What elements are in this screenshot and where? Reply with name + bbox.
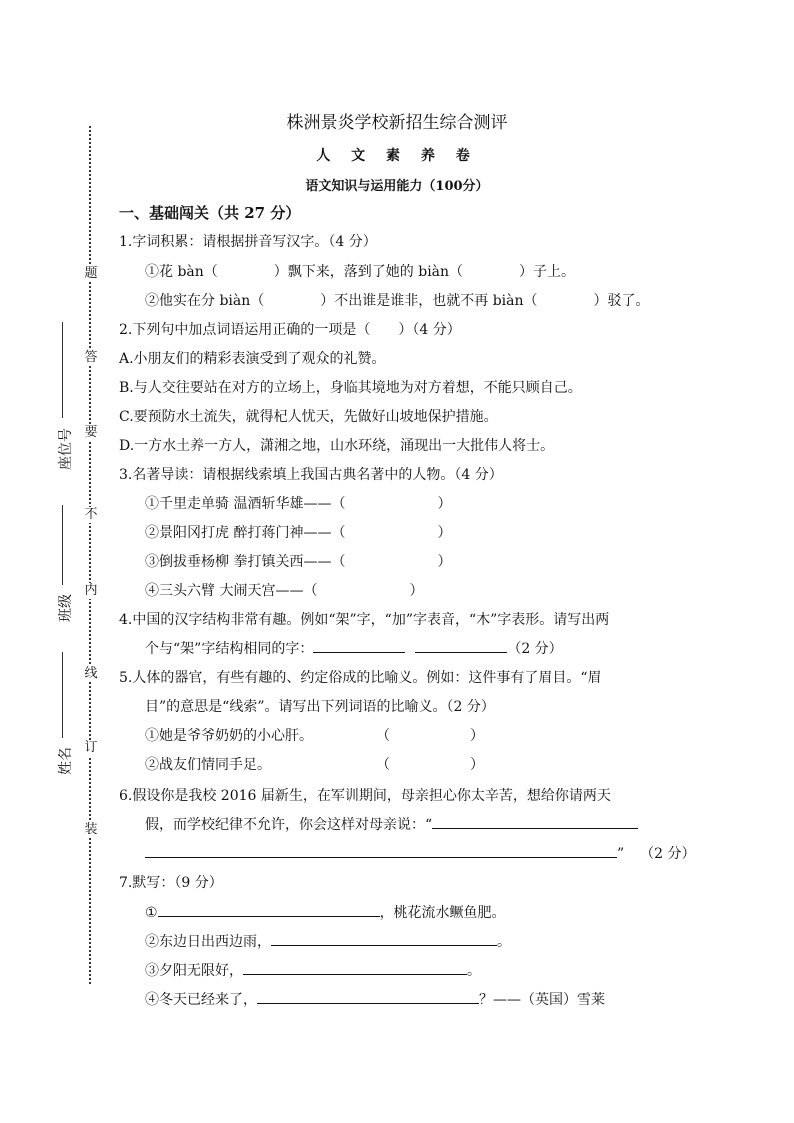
q2-option-a: A.小朋友们的精彩表演受到了观众的礼赞。 xyxy=(119,351,386,367)
q2-stem: 2.下列句中加点词语运用正确的一项是（ ）（4 分） xyxy=(119,322,461,338)
q7-text: ，桃花流水鳜鱼肥。 xyxy=(379,905,506,921)
q1-text: ）飘下来，落到了她的 biàn（ xyxy=(273,264,464,280)
binding-char: 要 xyxy=(84,425,98,440)
q7-text: 。 xyxy=(497,934,511,950)
q7-item4 xyxy=(145,989,605,1009)
q7-text: ？——（英国）雪莱 xyxy=(479,992,605,1008)
q6-quote: ” xyxy=(617,846,625,862)
q6-score: （2 分） xyxy=(640,846,696,862)
binding-char: 不 xyxy=(84,507,98,522)
seat-number-line[interactable] xyxy=(62,322,63,418)
q1-text: ①花 bàn（ xyxy=(145,264,218,280)
binding-dotted-line xyxy=(89,126,91,984)
seat-number-label: 座位号 xyxy=(58,428,74,470)
answer-blank[interactable] xyxy=(158,902,380,917)
q5-answer1 xyxy=(376,725,484,745)
q3-paren: ） xyxy=(437,554,452,570)
q1-text: ②他实在分 biàn（ xyxy=(145,293,265,309)
q3-item xyxy=(145,580,423,600)
answer-blank[interactable] xyxy=(415,638,507,653)
q5-paren: ） xyxy=(470,757,484,773)
q1-stem: 1.字词积累：请根据拼音写汉字。（4 分） xyxy=(119,234,377,250)
q3-item xyxy=(145,522,451,542)
q3-clue: ③倒拔垂杨柳 拳打镇关西——（ xyxy=(145,554,346,570)
q7-text: ④冬天已经来了， xyxy=(145,992,257,1008)
name-label: 姓名 xyxy=(58,747,74,775)
paper-subtitle: 语文知识与运用能力（100分） xyxy=(305,179,489,194)
q1-line1 xyxy=(145,261,575,281)
q7-text: ②东边日出西边雨， xyxy=(145,934,271,950)
q3-clue: ①千里走单骑 温酒斩华雄——（ xyxy=(145,496,346,512)
answer-blank[interactable] xyxy=(145,843,617,858)
binding-char: 题 xyxy=(84,266,98,281)
q4-line2 xyxy=(145,638,563,658)
q7-text: ① xyxy=(145,905,158,921)
q7-stem: 7.默写：（9 分） xyxy=(119,875,223,891)
q1-text: ）子上。 xyxy=(519,264,576,280)
paper-title: 人 文 素 养 卷 xyxy=(316,148,478,164)
q7-text: 。 xyxy=(467,963,481,979)
q3-item xyxy=(145,551,451,571)
q5-item2 xyxy=(145,754,271,774)
q2-option-c: C.要预防水土流失，就得杞人忧天，先做好山坡地保护措施。 xyxy=(119,409,498,425)
q6-line2 xyxy=(145,814,638,834)
q6-line1: 6.假设你是我校 2016 届新生，在军训期间，母亲担心你太辛苦，想给你请两天 xyxy=(119,788,611,804)
q5-paren: ） xyxy=(470,728,484,744)
binding-char: 线 xyxy=(84,666,98,681)
q3-paren: ） xyxy=(437,525,452,541)
q5-line1: 5.人体的器官，有些有趣的、约定俗成的比喻义。例如：这件事有了眉目。“眉 xyxy=(119,670,602,686)
section-heading: 一、基础闯关（共 27 分） xyxy=(119,204,301,222)
q5-line2: 目”的意思是“线索”。请写出下列词语的比喻义。（2 分） xyxy=(145,699,495,715)
q5-answer2 xyxy=(376,754,484,774)
class-label: 班级 xyxy=(58,594,74,622)
q4-text: 个与“架”字结构相同的字： xyxy=(145,641,314,657)
q5-paren: （ xyxy=(376,728,390,744)
q3-clue: ②景阳冈打虎 醉打蒋门神——（ xyxy=(145,525,346,541)
q5-item1 xyxy=(145,725,313,745)
q3-paren: ） xyxy=(409,583,424,599)
q7-item2 xyxy=(145,931,511,951)
q6-line3 xyxy=(145,843,696,863)
q3-paren: ） xyxy=(437,496,452,512)
q3-clue: ④三头六臂 大闹天宫——（ xyxy=(145,583,318,599)
binding-char: 订 xyxy=(84,740,98,755)
class-line[interactable] xyxy=(62,505,63,585)
binding-char: 装 xyxy=(84,822,98,837)
answer-blank[interactable] xyxy=(432,814,638,829)
q5-paren: （ xyxy=(376,757,390,773)
q1-line2 xyxy=(145,290,650,310)
q2-option-d: D.一方水土养一方人，潇湘之地，山水环绕，涌现出一大批伟人将士。 xyxy=(119,438,555,454)
q7-item3 xyxy=(145,960,481,980)
q6-text: 假，而学校纪律不允许，你会这样对母亲说：“ xyxy=(145,817,433,833)
name-line[interactable] xyxy=(62,652,63,738)
q4-score: （2 分） xyxy=(507,641,563,657)
answer-blank[interactable] xyxy=(313,638,405,653)
binding-char: 内 xyxy=(84,583,98,598)
answer-blank[interactable] xyxy=(243,960,467,975)
q1-text: ）驳了。 xyxy=(593,293,650,309)
q5-text: ②战友们情同手足。 xyxy=(145,757,271,773)
answer-blank[interactable] xyxy=(271,931,497,946)
q4-line1: 4.中国的汉字结构非常有趣。例如“架”字，“加”字表音，“木”字表形。请写出两 xyxy=(119,612,610,628)
binding-char: 答 xyxy=(84,350,98,365)
q1-text: ）不出谁是谁非，也就不再 biàn（ xyxy=(320,293,538,309)
q3-stem: 3.名著导读：请根据线索填上我国古典名著中的人物。（4 分） xyxy=(119,467,503,483)
q3-item xyxy=(145,493,451,513)
q7-item1 xyxy=(145,902,506,922)
answer-blank[interactable] xyxy=(257,989,479,1004)
q2-option-b: B.与人交往要站在对方的立场上，身临其境地为对方着想，不能只顾自己。 xyxy=(119,380,582,396)
school-title: 株洲景炎学校新招生综合测评 xyxy=(286,113,508,133)
q5-text: ①她是爷爷奶奶的小心肝。 xyxy=(145,728,313,744)
q7-text: ③夕阳无限好， xyxy=(145,963,243,979)
